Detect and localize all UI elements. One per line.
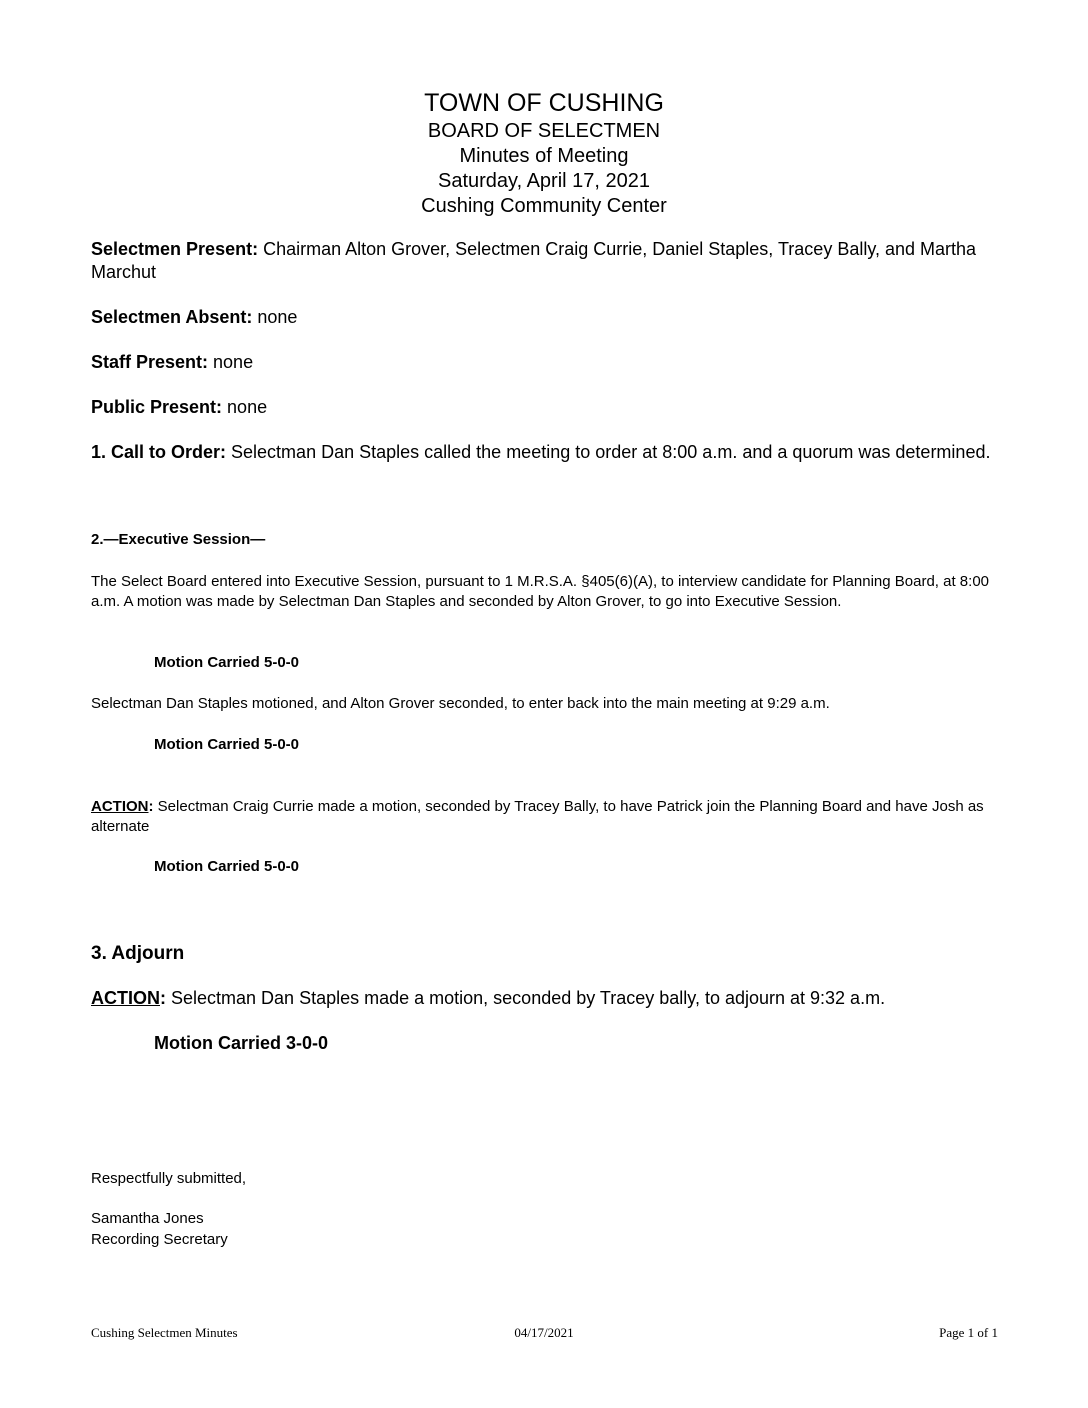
board-title: BOARD OF SELECTMEN <box>427 120 661 142</box>
meeting-location: Cushing Community Center <box>421 195 667 217</box>
call-to-order <box>91 441 998 464</box>
meeting-date: Saturday, April 17, 2021 <box>438 170 650 192</box>
motion-result-4: Motion Carried 3-0-0 <box>154 1033 329 1053</box>
document-type: Minutes of Meeting <box>459 145 629 167</box>
closing: Respectfully submitted, <box>91 1170 247 1187</box>
action-text: Selectman Dan Staples made a motion, seconded by Tracey bally, to adjourn at 9:32 a.m. <box>166 988 886 1008</box>
secretary-title: Recording Secretary <box>91 1231 228 1248</box>
secretary-name: Samantha Jones <box>91 1210 204 1227</box>
public-present-label: Public Present: <box>91 397 223 417</box>
selectmen-absent-value: none <box>252 307 298 327</box>
staff-present-label: Staff Present: <box>91 352 209 372</box>
selectmen-present-label: Selectmen Present: <box>91 239 259 259</box>
call-to-order-text: Selectman Dan Staples called the meeting to order at 8:00 a.m. and a quorum was determined. <box>226 442 991 462</box>
action-text: Selectman Craig Currie made a motion, seconded by Tracey Bally, to have Patrick join the Planning Board and have Josh as alternate <box>91 798 984 835</box>
footer-title: Cushing Selectmen Minutes <box>91 1325 238 1340</box>
staff-present-value: none <box>208 352 254 372</box>
planning-board-action <box>91 797 998 837</box>
footer-date: 04/17/2021 <box>514 1325 574 1340</box>
executive-session-heading: 2.—Executive Session— <box>91 531 266 548</box>
action-label: ACTION <box>91 798 149 815</box>
selectmen-absent-label: Selectmen Absent: <box>91 307 253 327</box>
executive-session-paragraph: The Select Board entered into Executive Session, pursuant to 1 M.R.S.A. §405(6)(A), to interview candidate for Planning Board, at 8:00 a.m. A motion was made by Selectman Dan Staples and seconded by Alton Grover, to go into Executive Session. <box>91 573 990 610</box>
selectmen-present-value: Chairman Alton Grover, Selectmen Craig Currie, Daniel Staples, Tracey Bally, and Martha Marchut <box>91 239 977 282</box>
motion-result-1: Motion Carried 5-0-0 <box>154 654 300 671</box>
adjourn-action <box>91 987 998 1010</box>
motion-result-2: Motion Carried 5-0-0 <box>154 736 300 753</box>
selectmen-present <box>91 238 998 284</box>
town-title: TOWN OF CUSHING <box>424 89 664 117</box>
adjourn-heading: 3. Adjourn <box>91 943 185 964</box>
action-colon: : <box>148 798 154 815</box>
footer-page-number: Page 1 of 1 <box>939 1325 998 1340</box>
call-to-order-label: 1. Call to Order: <box>91 442 227 462</box>
action-label: ACTION <box>91 988 160 1008</box>
staff-present <box>91 351 998 374</box>
action-colon: : <box>160 988 166 1008</box>
return-to-meeting-paragraph: Selectman Dan Staples motioned, and Alton Grover seconded, to enter back into the main meeting at 9:29 a.m. <box>91 695 830 712</box>
selectmen-absent <box>91 306 998 329</box>
public-present <box>91 396 998 419</box>
public-present-value: none <box>222 397 268 417</box>
motion-result-3: Motion Carried 5-0-0 <box>154 858 300 875</box>
